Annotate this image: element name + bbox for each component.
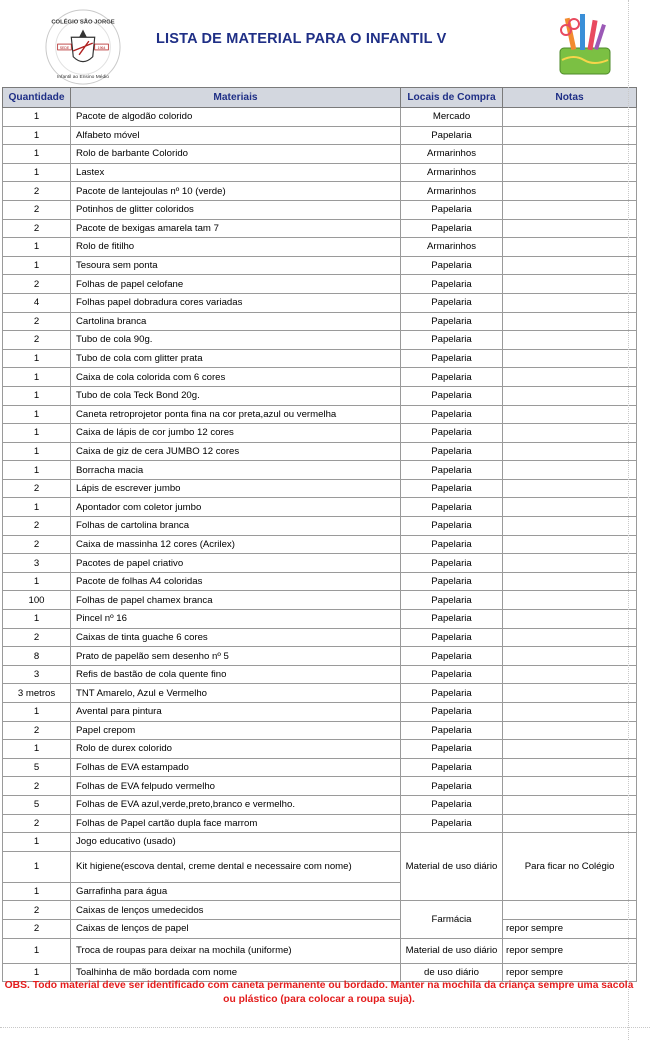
material-cell: Toalhinha de mão bordada com nome: [71, 963, 401, 982]
material-cell: Prato de papelão sem desenho nº 5: [71, 647, 401, 666]
material-cell: Avental para pintura: [71, 703, 401, 722]
material-cell: Refis de bastão de cola quente fino: [71, 665, 401, 684]
quantity-cell: 1: [3, 405, 71, 424]
quantity-cell: 2: [3, 331, 71, 350]
note-cell: [503, 182, 637, 201]
quantity-cell: 1: [3, 238, 71, 257]
quantity-cell: 2: [3, 517, 71, 536]
material-cell: Pincel nº 16: [71, 610, 401, 629]
table-row: [3, 938, 637, 963]
note-cell: [503, 498, 637, 517]
quantity-cell: 1: [3, 108, 71, 127]
note-cell: [503, 126, 637, 145]
material-cell: Caixa de massinha 12 cores (Acrilex): [71, 535, 401, 554]
quantity-cell: 2: [3, 901, 71, 920]
material-cell: Folhas de EVA estampado: [71, 758, 401, 777]
material-cell: Borracha macia: [71, 461, 401, 480]
note-cell: [503, 572, 637, 591]
quantity-cell: 2: [3, 182, 71, 201]
column-header-quantity: Quantidade: [3, 88, 71, 108]
material-cell: Rolo de durex colorido: [71, 740, 401, 759]
location-cell: Papelaria: [401, 795, 503, 814]
table-row: [3, 275, 637, 294]
table-row: [3, 901, 637, 920]
location-cell: Papelaria: [401, 740, 503, 759]
quantity-cell: 1: [3, 145, 71, 164]
material-cell: Folhas de cartolina branca: [71, 517, 401, 536]
table-row: [3, 517, 637, 536]
quantity-cell: 100: [3, 591, 71, 610]
table-row: [3, 572, 637, 591]
note-cell: [503, 386, 637, 405]
table-row: [3, 498, 637, 517]
note-cell: [503, 628, 637, 647]
table-row: [3, 777, 637, 796]
location-cell: Papelaria: [401, 293, 503, 312]
location-cell: Papelaria: [401, 424, 503, 443]
location-cell: Papelaria: [401, 312, 503, 331]
table-body: [3, 108, 637, 982]
note-cell: [503, 479, 637, 498]
material-cell: Papel crepom: [71, 721, 401, 740]
table-row: [3, 219, 637, 238]
column-header-notes: Notas: [503, 88, 637, 108]
material-cell: Tubo de cola Teck Bond 20g.: [71, 386, 401, 405]
note-cell: [503, 163, 637, 182]
table-row: [3, 368, 637, 387]
quantity-cell: 5: [3, 795, 71, 814]
quantity-cell: 1: [3, 256, 71, 275]
note-cell: [503, 442, 637, 461]
location-cell: Papelaria: [401, 368, 503, 387]
location-cell: Papelaria: [401, 814, 503, 833]
quantity-cell: 2: [3, 479, 71, 498]
material-cell: Folhas de papel celofane: [71, 275, 401, 294]
material-cell: Lápis de escrever jumbo: [71, 479, 401, 498]
material-cell: Rolo de barbante Colorido: [71, 145, 401, 164]
material-cell: Potinhos de glitter coloridos: [71, 200, 401, 219]
table-row: [3, 312, 637, 331]
location-cell: Papelaria: [401, 684, 503, 703]
table-header-row: [3, 88, 637, 108]
location-cell: Papelaria: [401, 721, 503, 740]
quantity-cell: 1: [3, 740, 71, 759]
location-cell: Armarinhos: [401, 182, 503, 201]
note-cell: repor sempre: [503, 919, 637, 938]
quantity-cell: 1: [3, 610, 71, 629]
location-cell: Papelaria: [401, 256, 503, 275]
material-cell: TNT Amarelo, Azul e Vermelho: [71, 684, 401, 703]
location-cell: Papelaria: [401, 331, 503, 350]
location-cell: Papelaria: [401, 535, 503, 554]
svg-text:SEDE: SEDE: [59, 45, 70, 50]
table-row: [3, 331, 637, 350]
page-edge-right: [628, 0, 629, 1040]
table-row: [3, 833, 637, 852]
location-cell: Armarinhos: [401, 163, 503, 182]
note-cell: [503, 331, 637, 350]
table-row: [3, 386, 637, 405]
quantity-cell: 2: [3, 535, 71, 554]
location-cell: Armarinhos: [401, 238, 503, 257]
location-cell: Papelaria: [401, 126, 503, 145]
quantity-cell: 1: [3, 938, 71, 963]
location-cell: Papelaria: [401, 610, 503, 629]
table-row: [3, 182, 637, 201]
material-cell: Folhas papel dobradura cores variadas: [71, 293, 401, 312]
page-edge-bottom: [0, 1027, 650, 1028]
svg-text:COLÉGIO SÃO JORGE: COLÉGIO SÃO JORGE: [51, 19, 115, 26]
material-cell: Tubo de cola 90g.: [71, 331, 401, 350]
material-cell: Kit higiene(escova dental, creme dental e necessaire com nome): [71, 851, 401, 882]
note-cell: [503, 517, 637, 536]
note-cell: [503, 312, 637, 331]
quantity-cell: 1: [3, 498, 71, 517]
note-cell: [503, 795, 637, 814]
material-cell: Pacote de lantejoulas nº 10 (verde): [71, 182, 401, 201]
location-cell: Papelaria: [401, 219, 503, 238]
table-row: [3, 461, 637, 480]
location-cell: Papelaria: [401, 572, 503, 591]
quantity-cell: 1: [3, 163, 71, 182]
quantity-cell: 2: [3, 628, 71, 647]
table-row: [3, 535, 637, 554]
location-cell: Armarinhos: [401, 145, 503, 164]
quantity-cell: 2: [3, 721, 71, 740]
table-row: [3, 740, 637, 759]
note-cell: [503, 219, 637, 238]
material-cell: Folhas de papel chamex branca: [71, 591, 401, 610]
table-row: [3, 293, 637, 312]
school-logo: [44, 8, 122, 86]
note-cell: [503, 424, 637, 443]
svg-text:1964: 1964: [97, 45, 106, 50]
table-row: [3, 145, 637, 164]
quantity-cell: 3: [3, 554, 71, 573]
location-cell: Material de uso diário: [401, 938, 503, 963]
material-cell: Apontador com coletor jumbo: [71, 498, 401, 517]
quantity-cell: 1: [3, 851, 71, 882]
location-cell: Papelaria: [401, 591, 503, 610]
school-supplies-icon: [554, 10, 616, 76]
note-cell: [503, 368, 637, 387]
note-cell: [503, 275, 637, 294]
material-cell: Tubo de cola com glitter prata: [71, 349, 401, 368]
location-cell: Papelaria: [401, 628, 503, 647]
table-row: [3, 108, 637, 127]
table-row: [3, 405, 637, 424]
note-cell: [503, 256, 637, 275]
note-cell: [503, 293, 637, 312]
location-cell: Papelaria: [401, 349, 503, 368]
note-cell: [503, 108, 637, 127]
note-cell: repor sempre: [503, 963, 637, 982]
material-cell: Troca de roupas para deixar na mochila (uniforme): [71, 938, 401, 963]
note-cell: [503, 145, 637, 164]
note-cell: [503, 200, 637, 219]
quantity-cell: 1: [3, 833, 71, 852]
quantity-cell: 2: [3, 919, 71, 938]
material-cell: Jogo educativo (usado): [71, 833, 401, 852]
note-cell: [503, 721, 637, 740]
note-cell: [503, 405, 637, 424]
quantity-cell: 3 metros: [3, 684, 71, 703]
quantity-cell: 1: [3, 442, 71, 461]
table-row: [3, 665, 637, 684]
table-row: [3, 919, 637, 938]
material-cell: Caneta retroprojetor ponta fina na cor preta,azul ou vermelha: [71, 405, 401, 424]
table-row: [3, 721, 637, 740]
material-cell: Folhas de EVA felpudo vermelho: [71, 777, 401, 796]
quantity-cell: 2: [3, 219, 71, 238]
material-cell: Cartolina branca: [71, 312, 401, 331]
location-cell: Papelaria: [401, 461, 503, 480]
note-cell: [503, 238, 637, 257]
table-row: [3, 591, 637, 610]
location-cell: Papelaria: [401, 498, 503, 517]
material-cell: Caixa de cola colorida com 6 cores: [71, 368, 401, 387]
quantity-cell: 1: [3, 703, 71, 722]
page-header: [0, 0, 650, 88]
svg-text:Infantil ao Ensino Médio: Infantil ao Ensino Médio: [57, 75, 109, 81]
material-cell: Pacote de folhas A4 coloridas: [71, 572, 401, 591]
quantity-cell: 3: [3, 665, 71, 684]
quantity-cell: 1: [3, 882, 71, 901]
note-cell: [503, 665, 637, 684]
quantity-cell: 1: [3, 386, 71, 405]
location-cell: Mercado: [401, 108, 503, 127]
column-header-materials: Materiais: [71, 88, 401, 108]
quantity-cell: 4: [3, 293, 71, 312]
note-cell: repor sempre: [503, 938, 637, 963]
table-row: [3, 647, 637, 666]
material-cell: Folhas de EVA azul,verde,preto,branco e vermelho.: [71, 795, 401, 814]
note-cell: [503, 901, 637, 920]
quantity-cell: 1: [3, 126, 71, 145]
location-cell: Material de uso diário: [401, 833, 503, 901]
table-row: [3, 814, 637, 833]
table-row: [3, 256, 637, 275]
column-header-locations: Locais de Compra: [401, 88, 503, 108]
quantity-cell: 1: [3, 349, 71, 368]
location-cell: Papelaria: [401, 703, 503, 722]
table-row: [3, 628, 637, 647]
location-cell: Papelaria: [401, 275, 503, 294]
quantity-cell: 1: [3, 572, 71, 591]
table-row: [3, 200, 637, 219]
page-title: LISTA DE MATERIAL PARA O INFANTIL V: [156, 31, 447, 47]
table-row: [3, 163, 637, 182]
quantity-cell: 2: [3, 777, 71, 796]
material-cell: Pacote de bexigas amarela tam 7: [71, 219, 401, 238]
table-row: [3, 442, 637, 461]
note-cell: [503, 777, 637, 796]
location-cell: Papelaria: [401, 479, 503, 498]
material-cell: Pacotes de papel criativo: [71, 554, 401, 573]
note-cell: [503, 554, 637, 573]
table-row: [3, 610, 637, 629]
quantity-cell: 1: [3, 424, 71, 443]
table-row: [3, 238, 637, 257]
material-cell: Caixas de lenços de papel: [71, 919, 401, 938]
location-cell: Papelaria: [401, 665, 503, 684]
note-cell: [503, 461, 637, 480]
note-cell: [503, 814, 637, 833]
material-cell: Tesoura sem ponta: [71, 256, 401, 275]
location-cell: de uso diário: [401, 963, 503, 982]
location-cell: Farmácia: [401, 901, 503, 938]
material-cell: Pacote de algodão colorido: [71, 108, 401, 127]
note-cell: [503, 610, 637, 629]
table-row: [3, 424, 637, 443]
quantity-cell: 1: [3, 963, 71, 982]
table-row: [3, 758, 637, 777]
note-cell: [503, 535, 637, 554]
location-cell: Papelaria: [401, 647, 503, 666]
location-cell: Papelaria: [401, 517, 503, 536]
note-cell: [503, 758, 637, 777]
material-cell: Rolo de fitilho: [71, 238, 401, 257]
material-cell: Folhas de Papel cartão dupla face marrom: [71, 814, 401, 833]
note-cell: [503, 591, 637, 610]
table-row: [3, 795, 637, 814]
location-cell: Papelaria: [401, 386, 503, 405]
material-cell: Lastex: [71, 163, 401, 182]
quantity-cell: 1: [3, 368, 71, 387]
quantity-cell: 2: [3, 275, 71, 294]
materials-table: [2, 87, 637, 982]
location-cell: Papelaria: [401, 554, 503, 573]
table-row: [3, 349, 637, 368]
table-row: [3, 703, 637, 722]
quantity-cell: 1: [3, 461, 71, 480]
table-row: [3, 126, 637, 145]
table-row: [3, 479, 637, 498]
table-row: [3, 684, 637, 703]
note-cell: [503, 740, 637, 759]
note-cell: Para ficar no Colégio: [503, 833, 637, 901]
location-cell: Papelaria: [401, 777, 503, 796]
quantity-cell: 2: [3, 312, 71, 331]
material-cell: Caixas de lenços umedecidos: [71, 901, 401, 920]
material-cell: Caixa de lápis de cor jumbo 12 cores: [71, 424, 401, 443]
quantity-cell: 2: [3, 200, 71, 219]
quantity-cell: 2: [3, 814, 71, 833]
location-cell: Papelaria: [401, 442, 503, 461]
location-cell: Papelaria: [401, 758, 503, 777]
note-cell: [503, 349, 637, 368]
material-cell: Alfabeto móvel: [71, 126, 401, 145]
note-cell: [503, 647, 637, 666]
material-cell: Garrafinha para água: [71, 882, 401, 901]
table-row: [3, 554, 637, 573]
material-cell: Caixa de giz de cera JUMBO 12 cores: [71, 442, 401, 461]
quantity-cell: 8: [3, 647, 71, 666]
material-cell: Caixas de tinta guache 6 cores: [71, 628, 401, 647]
location-cell: Papelaria: [401, 200, 503, 219]
note-cell: [503, 684, 637, 703]
location-cell: Papelaria: [401, 405, 503, 424]
observation-note: OBS. Todo material deve ser identificado com caneta permanente ou bordado. Manter na mochila da criança sempre uma sacola ou plástico (para colocar a roupa suja).: [4, 980, 634, 1005]
note-cell: [503, 703, 637, 722]
quantity-cell: 5: [3, 758, 71, 777]
